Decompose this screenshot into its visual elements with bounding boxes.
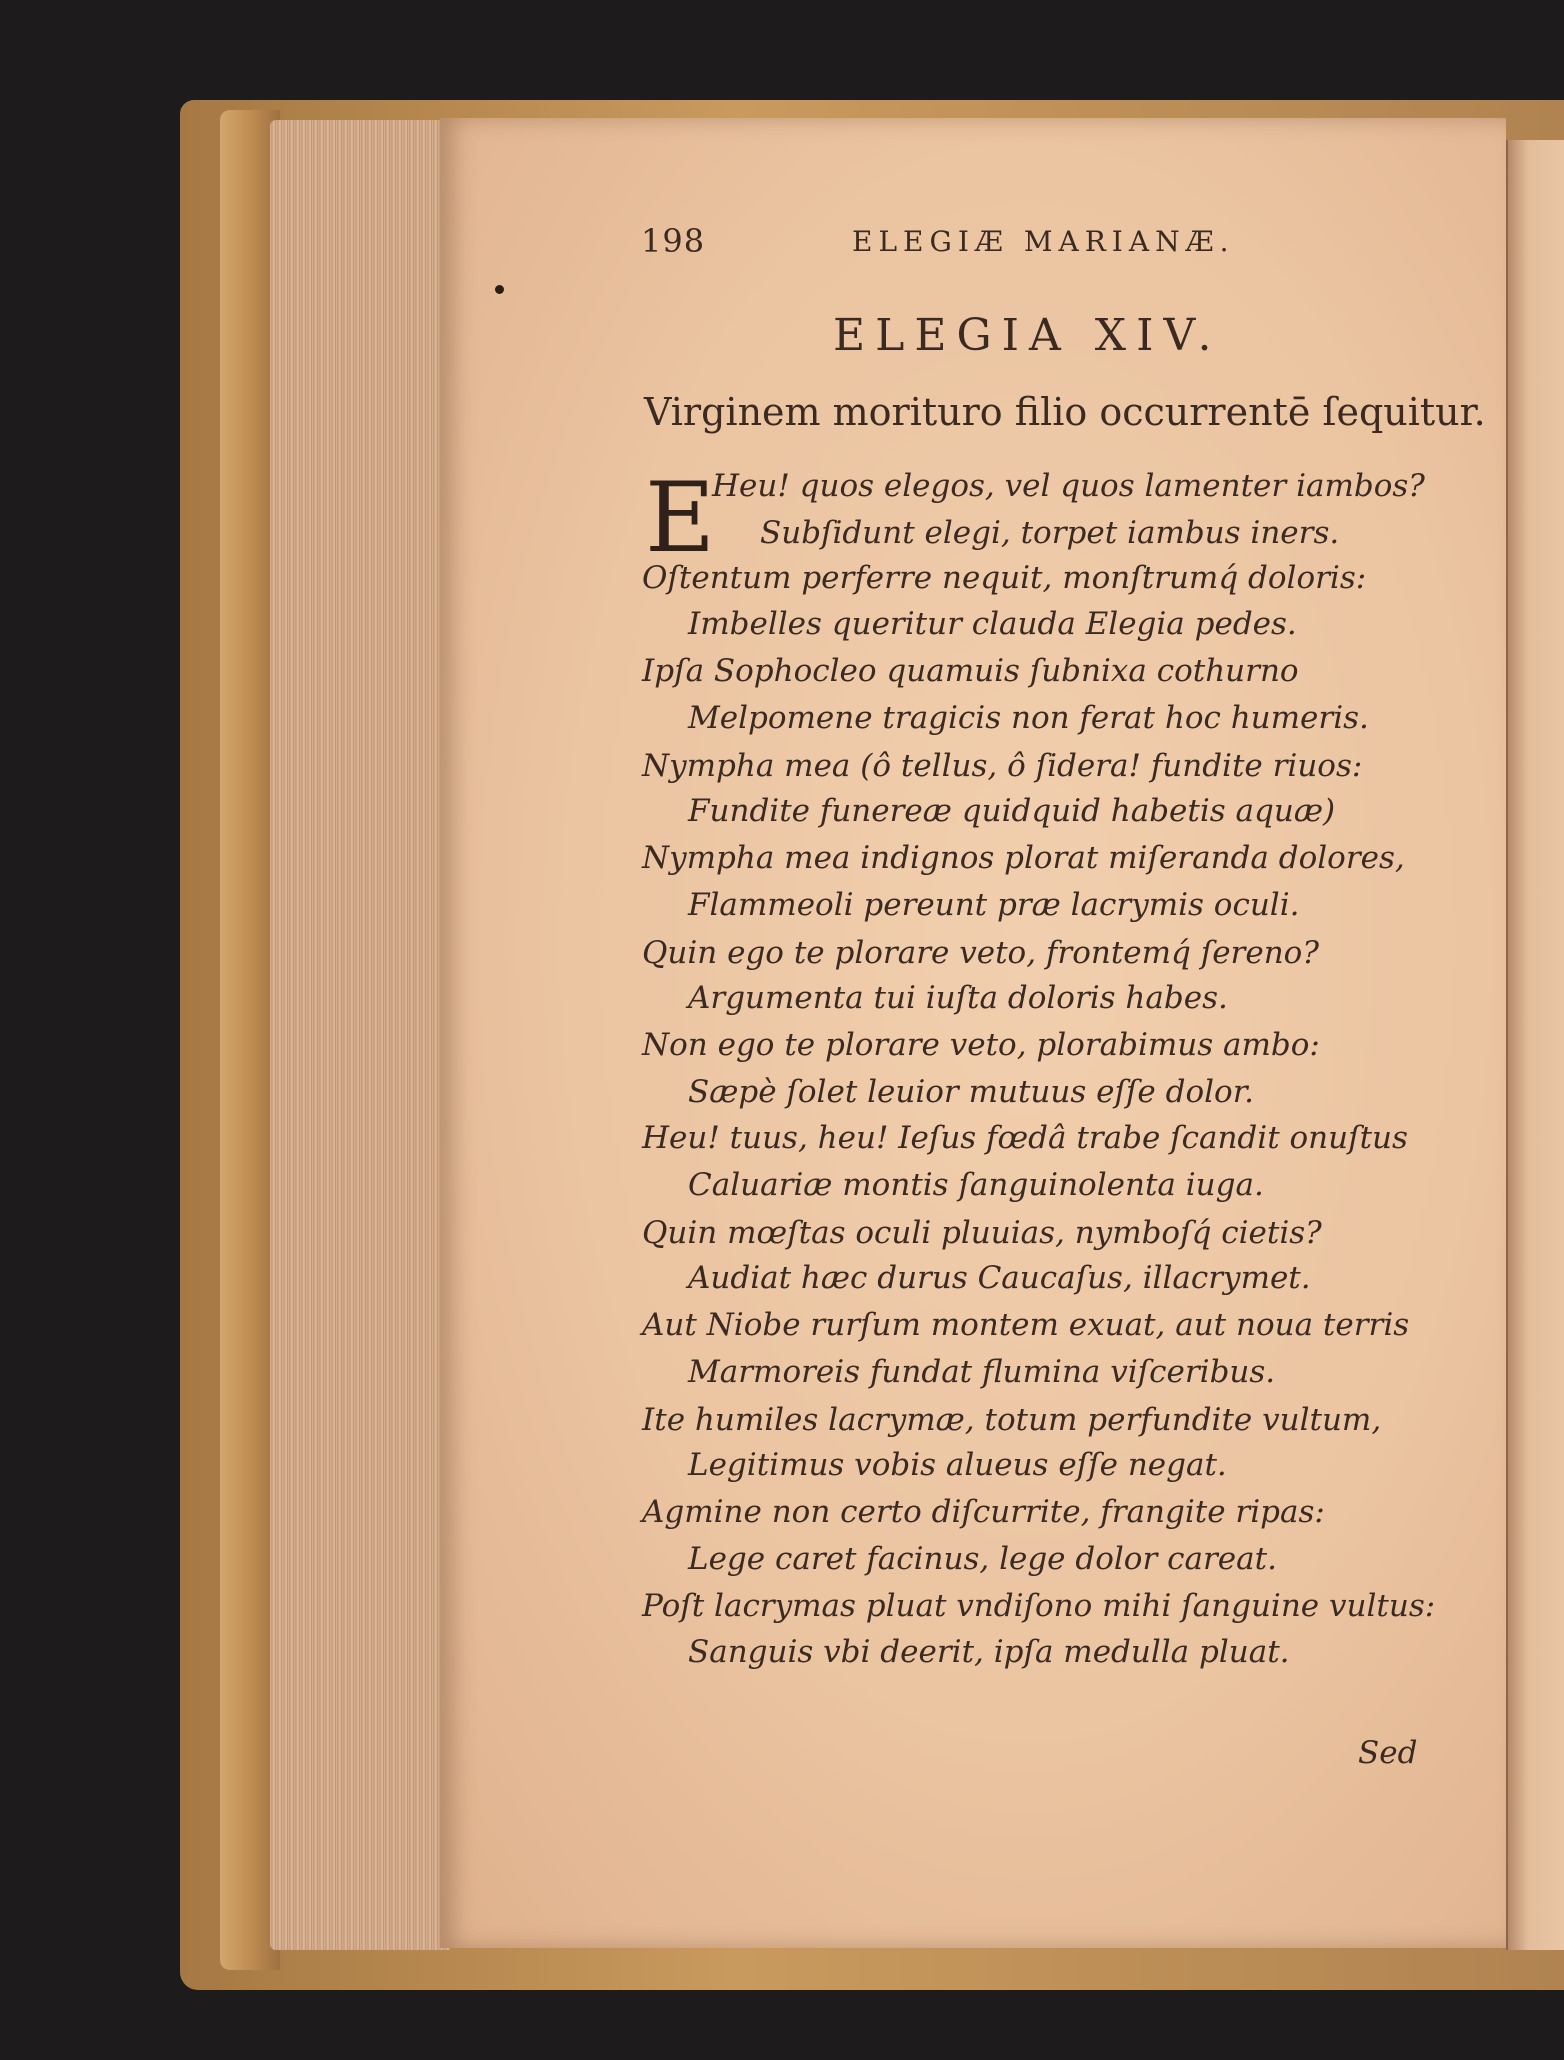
verse-line: Lege caret facinus, lege dolor careat. bbox=[688, 1541, 1277, 1577]
verse-line: Audiat hæc durus Caucaſus, illacrymet. bbox=[688, 1260, 1311, 1296]
verse-line: Heu! quos elegos, vel quos lamenter iambos? bbox=[712, 468, 1425, 504]
elegy-subtitle: Virginem morituro filio occurrentē ſequitur. bbox=[644, 390, 1486, 434]
verse-line: Melpomene tragicis non ferat hoc humeris. bbox=[688, 700, 1369, 736]
verse-line: Subſidunt elegi, torpet iambus iners. bbox=[760, 515, 1340, 551]
verse-line: Sanguis vbi deerit, ipſa medulla pluat. bbox=[688, 1634, 1290, 1670]
verse-line: Flammeoli pereunt præ lacrymis oculi. bbox=[688, 887, 1300, 923]
verse-line: Agmine non certo diſcurrite, frangite ripas: bbox=[642, 1494, 1325, 1530]
verse-line: Nympha mea indignos plorat miſeranda dolores, bbox=[642, 840, 1405, 876]
verse-line: Caluariæ montis ſanguinolenta iuga. bbox=[688, 1167, 1264, 1203]
verse-line: Oſtentum perferre nequit, monſtrumq́ doloris: bbox=[642, 560, 1367, 596]
verse-line: Fundite funereæ quidquid habetis aquæ) bbox=[688, 793, 1336, 829]
verse-line: Imbelles queritur clauda Elegia pedes. bbox=[688, 606, 1297, 642]
elegy-title: ELEGIA XIV. bbox=[833, 310, 1222, 361]
ink-mark bbox=[495, 285, 504, 294]
verse-line: Argumenta tui iuſta doloris habes. bbox=[688, 980, 1228, 1016]
verse-line: Marmoreis fundat flumina viſceribus. bbox=[688, 1354, 1276, 1390]
verse-line: Non ego te plorare veto, plorabimus ambo: bbox=[642, 1027, 1320, 1063]
verse-line: Ite humiles lacrymæ, totum perfundite vultum, bbox=[642, 1402, 1382, 1438]
running-title: ELEGIÆ MARIANÆ. bbox=[852, 225, 1235, 258]
drop-cap: E bbox=[645, 462, 716, 574]
verse-line: Nympha mea (ô tellus, ô ſidera! fundite riuos: bbox=[642, 748, 1363, 784]
verse-line: Poſt lacrymas pluat vndiſono mihi ſanguine vultus: bbox=[642, 1588, 1436, 1624]
catchword: Sed bbox=[1358, 1735, 1418, 1771]
verse-line: Legitimus vobis alueus eſſe negat. bbox=[688, 1447, 1227, 1483]
verse-line: Sæpè ſolet leuior mutuus eſſe dolor. bbox=[688, 1074, 1254, 1110]
verse-line: Quin mœſtas oculi pluuias, nymboſq́ cietis? bbox=[642, 1215, 1322, 1251]
page-number: 198 bbox=[641, 222, 706, 260]
facing-page-edge bbox=[1506, 140, 1564, 1950]
verse-line: Aut Niobe rurſum montem exuat, aut noua terris bbox=[642, 1307, 1410, 1343]
page-edges bbox=[270, 120, 450, 1950]
verse-line: Quin ego te plorare veto, frontemq́ ſereno? bbox=[642, 935, 1319, 971]
verse-line: Ipſa Sophocleo quamuis ſubnixa cothurno bbox=[642, 653, 1299, 689]
verse-line: Heu! tuus, heu! Ieſus fœdâ trabe ſcandit onuſtus bbox=[642, 1120, 1408, 1156]
